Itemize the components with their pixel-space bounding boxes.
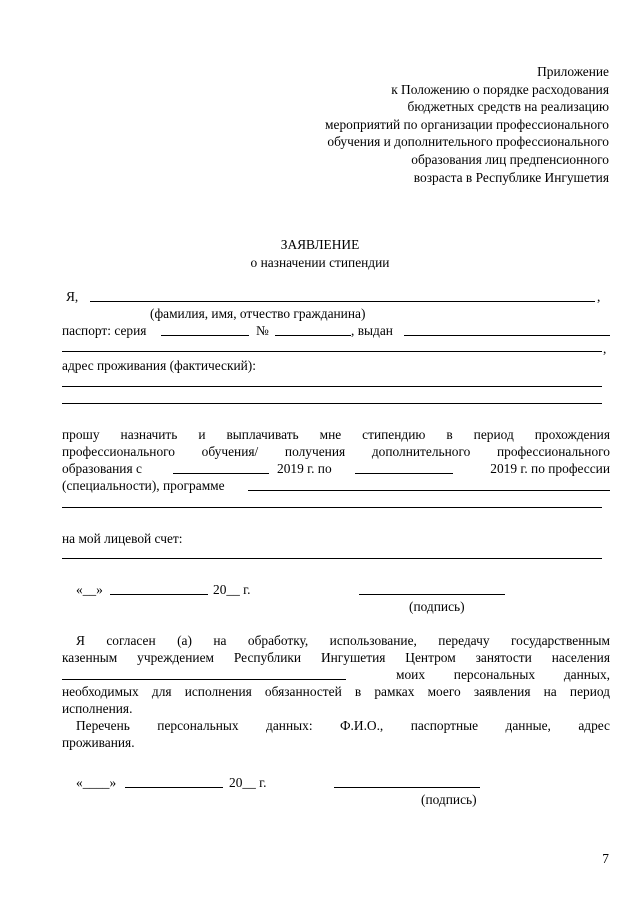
request-line-4: (специальности), программе	[62, 478, 225, 493]
request-line-1: прошу назначить и выплачивать мне стипендию в период прохождения	[62, 427, 610, 442]
date-1-month-field[interactable]	[110, 594, 208, 595]
consent-line-4: необходимых для исполнения обязанностей в рамках моего заявления на период	[62, 684, 610, 699]
request-line-3-end: 2019 г. по профессии	[490, 461, 610, 476]
applicant-hint: (фамилия, имя, отчество гражданина)	[150, 306, 366, 321]
appendix-line: возраста в Республике Ингушетия	[413, 169, 609, 185]
account-label: на мой лицевой счет:	[62, 531, 183, 546]
passport-issued-label: , выдан	[351, 323, 393, 338]
document-subtitle: о назначении стипендии	[250, 255, 390, 270]
passport-issued-field-continued[interactable]	[62, 351, 602, 352]
date-2-year: 20__ г.	[229, 775, 267, 790]
applicant-name-field[interactable]	[90, 301, 595, 302]
passport-issued-field[interactable]	[404, 335, 610, 336]
appendix-line: мероприятий по организации профессионального	[325, 116, 609, 132]
consent-line-1: Я согласен (а) на обработку, использование, передачу государственным	[76, 633, 610, 648]
request-line-3-start: образования с	[62, 461, 142, 476]
address-field-line-1[interactable]	[62, 386, 602, 387]
document-title: ЗАЯВЛЕНИЕ	[280, 237, 360, 252]
appendix-line: к Положению о порядке расходования	[391, 81, 609, 97]
address-label: адрес проживания (фактический):	[62, 358, 256, 373]
appendix-header	[269, 63, 609, 186]
consent-line-5: исполнения.	[62, 701, 133, 716]
period-start-field[interactable]	[173, 473, 269, 474]
period-end-field[interactable]	[355, 473, 453, 474]
program-field[interactable]	[248, 490, 610, 491]
personal-data-list-line-1: Перечень персональных данных: Ф.И.О., паспортные данные, адрес	[76, 718, 610, 733]
page-number: 7	[602, 851, 609, 866]
request-line-3-middle: 2019 г. по	[277, 461, 332, 476]
applicant-comma: ,	[597, 289, 601, 304]
personal-data-list-line-2: проживания.	[62, 735, 135, 750]
signature-1-field[interactable]	[359, 594, 505, 595]
consent-name-field[interactable]	[62, 679, 346, 680]
date-1-year: 20__ г.	[213, 582, 251, 597]
passport-end-comma: ,	[603, 341, 607, 356]
signature-2-hint: (подпись)	[421, 792, 477, 807]
applicant-prefix: Я,	[66, 289, 79, 304]
appendix-line: бюджетных средств на реализацию	[407, 99, 609, 115]
passport-number-sign: №	[256, 323, 269, 338]
date-2-month-field[interactable]	[125, 787, 223, 788]
program-field-continued[interactable]	[62, 507, 602, 508]
passport-series-field[interactable]	[161, 335, 249, 336]
consent-line-3: моих персональных данных,	[396, 667, 610, 682]
passport-number-field[interactable]	[275, 335, 351, 336]
date-2-day: «____»	[76, 775, 117, 790]
signature-2-field[interactable]	[334, 787, 480, 788]
appendix-line: образования лиц предпенсионного	[411, 151, 609, 167]
consent-line-2: казенным учреждением Республики Ингушетия Центром занятости населения	[62, 650, 610, 665]
request-line-2: профессионального обучения/ получения дополнительного профессионального	[62, 444, 610, 459]
address-field-line-2[interactable]	[62, 403, 602, 404]
account-field[interactable]	[62, 558, 602, 559]
appendix-line: Приложение	[537, 64, 609, 79]
passport-label: паспорт: серия	[62, 323, 147, 338]
date-1-day: «__»	[76, 582, 103, 597]
signature-1-hint: (подпись)	[409, 599, 465, 614]
appendix-line: обучения и дополнительного профессионального	[327, 134, 609, 150]
